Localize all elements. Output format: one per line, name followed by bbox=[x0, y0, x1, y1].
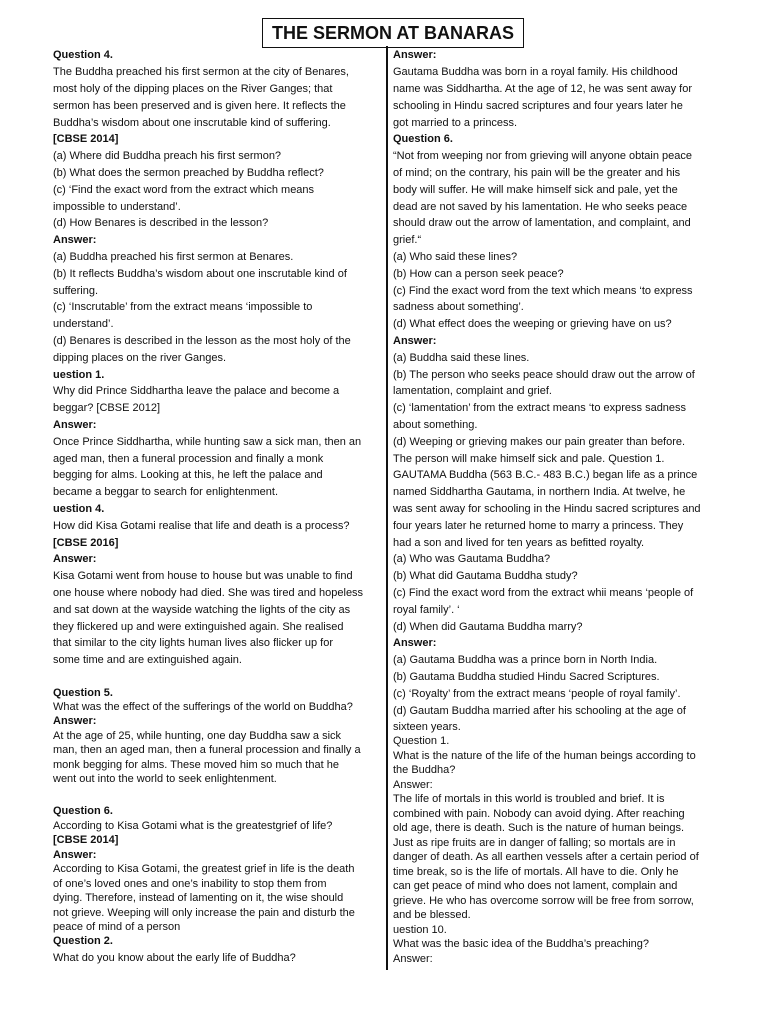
text-line: and be blessed. bbox=[393, 909, 471, 921]
page-title: THE SERMON AT BANARAS bbox=[262, 18, 524, 48]
section-heading: [CBSE 2014] bbox=[53, 133, 119, 145]
text-line: Gautama Buddha was born in a royal family. His childhood bbox=[393, 66, 678, 78]
text-line: name was Siddhartha. At the age of 12, he was sent away for bbox=[393, 83, 693, 95]
text-line: Once Prince Siddhartha, while hunting saw a sick man, then an bbox=[53, 436, 362, 448]
text-line: about something. bbox=[393, 419, 478, 431]
text-line: (c) ‘lamentation’ from the extract means ‘to express sadness bbox=[393, 402, 687, 414]
text-line: old age, there is death. Such is the nature of human beings. bbox=[393, 822, 685, 834]
text-line: dipping places on the river Ganges. bbox=[53, 352, 227, 364]
text-line: (a) Who said these lines? bbox=[393, 251, 518, 263]
section-heading: uestion 4. bbox=[53, 503, 105, 515]
text-line: At the age of 25, while hunting, one day Buddha saw a sick bbox=[53, 730, 342, 742]
text-line: most holy of the dipping places on the River Ganges; that bbox=[53, 83, 333, 95]
text-line: “Not from weeping nor from grieving will anyone obtain peace bbox=[393, 150, 692, 162]
section-heading: Question 5. bbox=[53, 687, 113, 699]
text-line: What do you know about the early life of Buddha? bbox=[53, 952, 296, 964]
text-line: was sent away for schooling in the Hindu sacred scriptures and bbox=[393, 503, 701, 515]
text-line: (c) ‘Royalty’ from the extract means ‘people of royal family’. bbox=[393, 688, 681, 700]
section-heading: Answer: bbox=[53, 419, 97, 431]
text-line: they flickered up and were extinguished again. She realised bbox=[53, 621, 344, 633]
text-line: (c) Find the exact word from the extract whii means ‘people of bbox=[393, 587, 694, 599]
text-line: suffering. bbox=[53, 285, 99, 297]
text-line: Buddha’s wisdom about one inscrutable kind of suffering. bbox=[53, 117, 331, 129]
text-line: (a) Buddha said these lines. bbox=[393, 352, 530, 364]
text-line: (d) Gautam Buddha married after his schooling at the age of bbox=[393, 705, 686, 717]
text-line: got married to a princess. bbox=[393, 117, 518, 129]
text-line: man, then an aged man, then a funeral procession and finally a bbox=[53, 744, 361, 756]
section-heading: Answer: bbox=[393, 637, 437, 649]
text-line: (c) Find the exact word from the text which means ‘to express bbox=[393, 285, 693, 297]
section-heading: Question 6. bbox=[393, 133, 453, 145]
text-line: body will suffer. He will make himself sick and pale, yet the bbox=[393, 184, 678, 196]
text-line: Why did Prince Siddhartha leave the palace and become a bbox=[53, 385, 340, 397]
text-line: How did Kisa Gotami realise that life and death is a process? bbox=[53, 520, 350, 532]
text-line: aged man, then a funeral procession and finally a monk bbox=[53, 453, 324, 465]
text-line: (d) When did Gautama Buddha marry? bbox=[393, 621, 583, 633]
text-line: had a son and lived for ten years as befitted royalty. bbox=[393, 537, 645, 549]
text-line: royal family’. ‘ bbox=[393, 604, 460, 616]
text-line: (a) Gautama Buddha was a prince born in North India. bbox=[393, 654, 658, 666]
text-line: (b) It reflects Buddha’s wisdom about one inscrutable kind of bbox=[53, 268, 347, 280]
text-line: (b) What did Gautama Buddha study? bbox=[393, 570, 578, 582]
text-line: of mind; on the contrary, his pain will be the greater and his bbox=[393, 167, 681, 179]
text-line: of one’s loved ones and one’s inability to stop them from bbox=[53, 878, 327, 890]
text-line: and sat down at the wayside watching the lights of the city as bbox=[53, 604, 351, 616]
text-line: Answer: bbox=[393, 779, 433, 791]
text-line: went out into the world to seek enlightenment. bbox=[53, 773, 277, 785]
text-line: that similar to the city lights human lives also flicker up for bbox=[53, 637, 334, 649]
text-line: (d) How Benares is described in the lesson? bbox=[53, 217, 269, 229]
text-line: sixteen years. bbox=[393, 721, 461, 733]
text-line: The life of mortals in this world is troubled and brief. It is bbox=[393, 793, 665, 805]
text-line: The Buddha preached his first sermon at the city of Benares, bbox=[53, 66, 349, 78]
text-line: peace of mind of a person bbox=[53, 921, 181, 933]
text-line: sermon has been preserved and is given here. It reflects the bbox=[53, 100, 346, 112]
section-heading: [CBSE 2016] bbox=[53, 537, 119, 549]
text-line: one house where nobody had died. She was tired and hopeless bbox=[53, 587, 364, 599]
section-heading: [CBSE 2014] bbox=[53, 834, 119, 846]
text-line: (b) How can a person seek peace? bbox=[393, 268, 564, 280]
text-line: danger of death. As all earthen vessels after a certain period of bbox=[393, 851, 699, 863]
text-line: some time and are extinguished again. bbox=[53, 654, 242, 666]
text-line: (b) The person who seeks peace should draw out the arrow of bbox=[393, 369, 695, 381]
text-line: (d) Benares is described in the lesson as the most holy of the bbox=[53, 335, 351, 347]
text-line: What was the basic idea of the Buddha’s preaching? bbox=[393, 938, 650, 950]
section-heading: Question 2. bbox=[53, 935, 113, 947]
text-line: understand’. bbox=[53, 318, 114, 330]
text-line: dying. Therefore, instead of lamenting on it, the wise should bbox=[53, 892, 344, 904]
section-heading: Question 6. bbox=[53, 805, 113, 817]
text-line: (b) What does the sermon preached by Buddha reflect? bbox=[53, 167, 324, 179]
text-line: can get peace of mind who does not lament, complain and bbox=[393, 880, 678, 892]
text-line: not grieve. Weeping will only increase the pain and disturb the bbox=[53, 907, 355, 919]
text-line: combined with pain. Nobody can avoid dying. After reaching bbox=[393, 808, 685, 820]
section-heading: Answer: bbox=[393, 335, 437, 347]
text-line: (d) Weeping or grieving makes our pain greater than before. bbox=[393, 436, 686, 448]
text-line: should draw out the arrow of lamentation, and complaint, and bbox=[393, 217, 691, 229]
text-line: (c) ‘Find the exact word from the extract which means bbox=[53, 184, 315, 196]
text-line: four years later he returned home to marry a princess. They bbox=[393, 520, 684, 532]
text-line: grieve. He who has overcome sorrow will be free from sorrow, bbox=[393, 895, 694, 907]
text-line: According to Kisa Gotami, the greatest grief in life is the death bbox=[53, 863, 355, 875]
text-line: became a beggar to search for enlightenment. bbox=[53, 486, 279, 498]
text-line: Kisa Gotami went from house to house but was unable to find bbox=[53, 570, 353, 582]
text-line: begging for alms. Looking at this, he left the palace and bbox=[53, 469, 323, 481]
text-line: (a) Who was Gautama Buddha? bbox=[393, 553, 551, 565]
text-line: GAUTAMA Buddha (563 B.C.- 483 B.C.) began life as a prince bbox=[393, 469, 698, 481]
text-line: sadness about something’. bbox=[393, 301, 524, 313]
text-line: beggar? [CBSE 2012] bbox=[53, 402, 161, 414]
text-line: (a) Where did Buddha preach his first sermon? bbox=[53, 150, 282, 162]
text-line: The person will make himself sick and pale. Question 1. bbox=[393, 453, 665, 465]
text-line: uestion 10. bbox=[393, 924, 447, 936]
text-line: (d) What effect does the weeping or grieving have on us? bbox=[393, 318, 672, 330]
text-line: (b) Gautama Buddha studied Hindu Sacred Scriptures. bbox=[393, 671, 660, 683]
text-line: time break, so is the life of mortals. All have to die. Only he bbox=[393, 866, 679, 878]
text-line: Answer: bbox=[393, 953, 433, 965]
text-line: schooling in Hindu sacred scriptures and four years later he bbox=[393, 100, 683, 112]
text-line: What is the nature of the life of the human beings according to bbox=[393, 750, 696, 762]
section-heading: Question 4. bbox=[53, 49, 113, 61]
text-line: (c) ‘Inscrutable’ from the extract means ‘impossible to bbox=[53, 301, 313, 313]
text-line: the Buddha? bbox=[393, 764, 456, 776]
text-line: Just as ripe fruits are in danger of falling; so mortals are in bbox=[393, 837, 676, 849]
section-heading: Answer: bbox=[53, 715, 97, 727]
section-heading: Answer: bbox=[393, 49, 437, 61]
text-line: lamentation, complaint and grief. bbox=[393, 385, 552, 397]
text-line: Question 1. bbox=[393, 735, 450, 747]
text-line: impossible to understand’. bbox=[53, 201, 181, 213]
text-line: grief.“ bbox=[393, 234, 422, 246]
section-heading: Answer: bbox=[53, 553, 97, 565]
text-line: What was the effect of the sufferings of the world on Buddha? bbox=[53, 701, 353, 713]
text-line: monk begging for alms. These moved him so much that he bbox=[53, 759, 339, 771]
section-heading: Answer: bbox=[53, 234, 97, 246]
text-line: dead are not saved by his lamentation. He who seeks peace bbox=[393, 201, 688, 213]
column-divider bbox=[386, 46, 388, 970]
section-heading: Answer: bbox=[53, 849, 97, 861]
text-line: (a) Buddha preached his first sermon at Benares. bbox=[53, 251, 294, 263]
section-heading: uestion 1. bbox=[53, 369, 105, 381]
text-line: named Siddhartha Gautama, in northern India. At twelve, he bbox=[393, 486, 686, 498]
text-line: According to Kisa Gotami what is the greatestgrief of life? bbox=[53, 820, 333, 832]
